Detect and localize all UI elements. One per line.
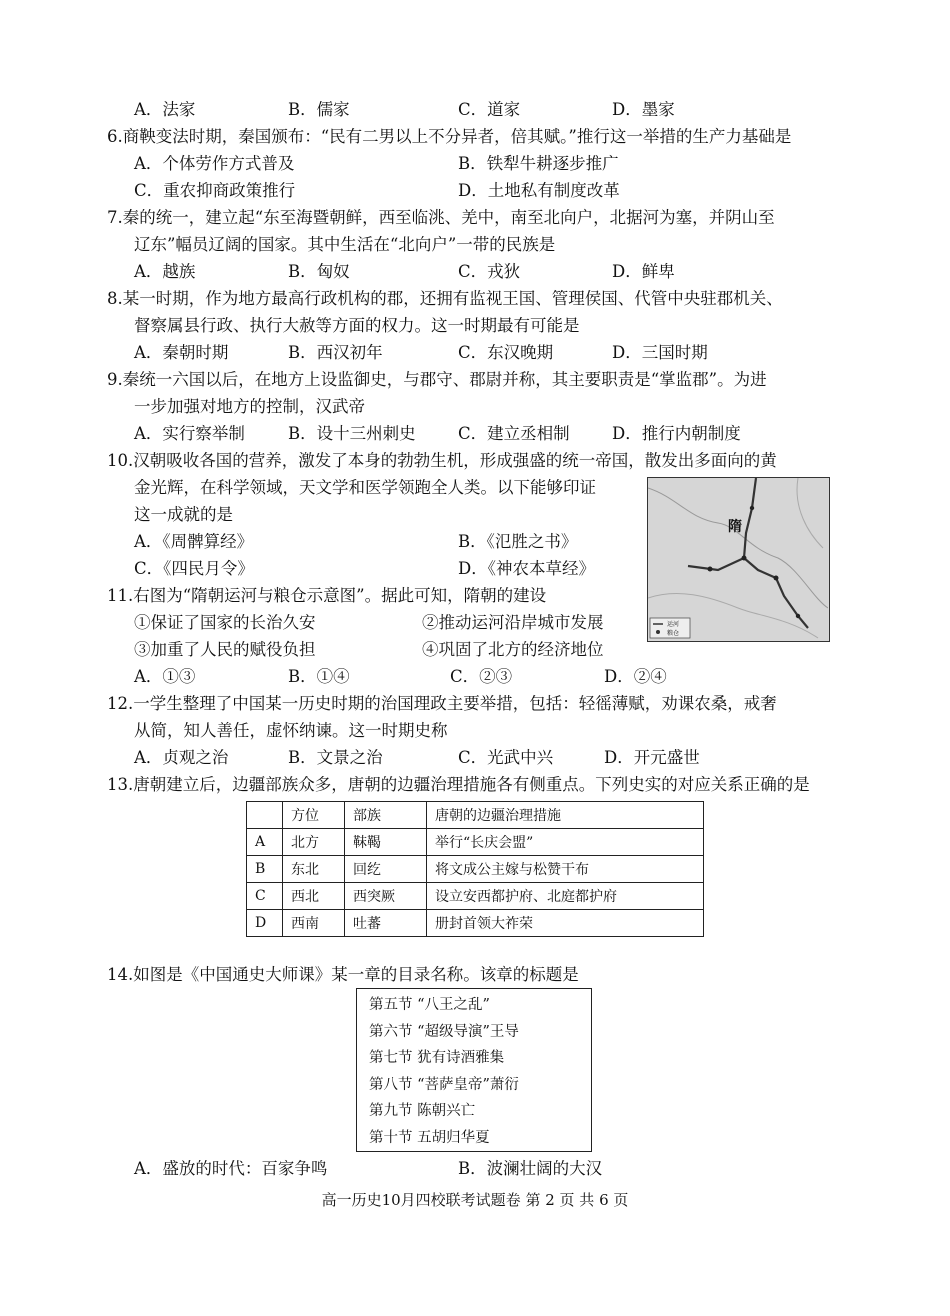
- q5-option-b: B．儒家: [288, 100, 350, 119]
- table-cell: 西突厥: [345, 883, 427, 910]
- table-row: [247, 856, 704, 883]
- q10-stem-line3: 这一成就的是: [134, 505, 233, 524]
- q12-option-c: C．光武中兴: [458, 748, 554, 767]
- map-legend-granary: 粮仓: [667, 630, 680, 637]
- table-cell: D: [247, 910, 283, 937]
- q6-stem: 6.商鞅变法时期，秦国颁布：“民有二男以上不分异者，倍其赋。”推行这一举措的生产力基础是: [107, 127, 792, 146]
- q8-stem-line2: 督察属县行政、执行大赦等方面的权力。这一时期最有可能是: [134, 316, 580, 335]
- q14-stem: 14.如图是《中国通史大师课》某一章的目录名称。该章的标题是: [107, 965, 579, 984]
- table-header-cell: [247, 802, 283, 829]
- q14-toc-box: [356, 988, 592, 1152]
- toc-item: 第八节 “菩萨皇帝”萧衍: [369, 1076, 519, 1093]
- table-cell: B: [247, 856, 283, 883]
- toc-item: 第九节 陈朝兴亡: [369, 1103, 476, 1120]
- q13-stem: 13.唐朝建立后，边疆部族众多，唐朝的边疆治理措施各有侧重点。下列史实的对应关系正确的是: [107, 775, 810, 794]
- table-header-cell: 唐朝的边疆治理措施: [427, 802, 704, 829]
- q7-stem-line1: 7.秦的统一，建立起“东至海暨朝鲜，西至临洮、羌中，南至北向户，北据河为塞，并阴山至: [107, 208, 775, 227]
- table-cell: 北方: [283, 829, 345, 856]
- q11-option-b: B．①④: [288, 667, 350, 686]
- table-row: [247, 883, 704, 910]
- q7-stem-line2: 辽东”幅员辽阔的国家。其中生活在“北向户”一带的民族是: [134, 235, 556, 254]
- sui-canal-map: [647, 477, 830, 642]
- q10-stem-line2: 金光辉，在科学领域，天文学和医学领跑全人类。以下能够印证: [134, 478, 596, 497]
- q11-statement-4: ④巩固了北方的经济地位: [422, 640, 604, 659]
- q9-option-a: A．实行察举制: [134, 424, 245, 443]
- table-cell: 回纥: [345, 856, 427, 883]
- q8-stem-line1: 8.某一时期，作为地方最高行政机构的郡，还拥有监视王国、管理侯国、代管中央驻郡机关、: [107, 289, 783, 308]
- q9-option-c: C．建立丞相制: [458, 424, 570, 443]
- map-illustration: [648, 478, 828, 640]
- table-header-cell: 部族: [345, 802, 427, 829]
- q9-stem-line1: 9.秦统一六国以后，在地方上设监御史，与郡守、郡尉并称，其主要职责是“掌监郡”。为进: [107, 370, 767, 389]
- q8-option-c: C．东汉晚期: [458, 343, 554, 362]
- q14-option-b: B．波澜壮阔的大汉: [458, 1159, 603, 1178]
- q12-stem-line2: 从简，知人善任，虚怀纳谏。这一时期史称: [134, 721, 448, 740]
- map-country-label: 隋: [728, 519, 742, 535]
- q5-option-d: D．墨家: [612, 100, 675, 119]
- q13-table: [246, 801, 704, 937]
- q6-option-c: C．重农抑商政策推行: [134, 181, 296, 200]
- q11-statement-2: ②推动运河沿岸城市发展: [422, 613, 604, 632]
- table-cell: 靺鞨: [345, 829, 427, 856]
- q7-option-b: B．匈奴: [288, 262, 350, 281]
- toc-item: 第七节 犹有诗酒雅集: [369, 1050, 505, 1067]
- q11-option-c: C．②③: [450, 667, 513, 686]
- q10-option-b: B．《氾胜之书》: [458, 532, 578, 551]
- q10-option-d: D．《神农本草经》: [458, 559, 595, 578]
- q11-statement-1: ①保证了国家的长治久安: [134, 613, 316, 632]
- q10-option-c: C．《四民月令》: [134, 559, 254, 578]
- q11-option-d: D．②④: [604, 667, 667, 686]
- table-cell: 西北: [283, 883, 345, 910]
- q8-option-a: A．秦朝时期: [134, 343, 229, 362]
- map-legend-canal: 运河: [667, 621, 680, 628]
- q9-stem-line2: 一步加强对地方的控制，汉武帝: [134, 397, 365, 416]
- q14-option-a: A．盛放的时代：百家争鸣: [134, 1159, 328, 1178]
- q10-option-a: A．《周髀算经》: [134, 532, 254, 551]
- q11-statement-3: ③加重了人民的赋役负担: [134, 640, 316, 659]
- table-header-cell: 方位: [283, 802, 345, 829]
- table-cell: 册封首领大祚荣: [427, 910, 704, 937]
- q10-stem-line1: 10.汉朝吸收各国的营养，激发了本身的勃勃生机，形成强盛的统一帝国，散发出多面向的黄: [107, 451, 777, 470]
- toc-item: 第六节 “超级导演”王导: [369, 1023, 519, 1040]
- q12-stem-line1: 12.一学生整理了中国某一历史时期的治国理政主要举措，包括：轻徭薄赋，劝课农桑，戒奢: [107, 694, 777, 713]
- q11-stem: 11.右图为“隋朝运河与粮仓示意图”。据此可知，隋朝的建设: [107, 586, 547, 605]
- table-cell: 东北: [283, 856, 345, 883]
- q5-option-a: A．法家: [134, 100, 196, 119]
- table-cell: 举行“长庆会盟”: [427, 829, 704, 856]
- table-cell: 设立安西都护府、北庭都护府: [427, 883, 704, 910]
- q7-option-c: C．戎狄: [458, 262, 521, 281]
- q7-option-a: A．越族: [134, 262, 196, 281]
- toc-item: 第十节 五胡归华夏: [369, 1129, 490, 1146]
- table-cell: 将文成公主嫁与松赞干布: [427, 856, 704, 883]
- table-cell: 吐蕃: [345, 910, 427, 937]
- q6-option-a: A．个体劳作方式普及: [134, 154, 295, 173]
- table-row: [247, 910, 704, 937]
- q8-option-b: B．西汉初年: [288, 343, 383, 362]
- table-row: [247, 829, 704, 856]
- q9-option-d: D．推行内朝制度: [612, 424, 741, 443]
- table-cell: C: [247, 883, 283, 910]
- q6-option-b: B．铁犁牛耕逐步推广: [458, 154, 619, 173]
- q8-option-d: D．三国时期: [612, 343, 708, 362]
- table-header-row: [247, 802, 704, 829]
- q6-option-d: D．土地私有制度改革: [458, 181, 620, 200]
- q12-option-b: B．文景之治: [288, 748, 383, 767]
- q12-option-a: A．贞观之治: [134, 748, 229, 767]
- q5-option-c: C．道家: [458, 100, 521, 119]
- toc-item: 第五节 “八王之乱”: [369, 997, 490, 1013]
- table-cell: A: [247, 829, 283, 856]
- q7-option-d: D．鲜卑: [612, 262, 675, 281]
- q11-option-a: A．①③: [134, 667, 196, 686]
- q9-option-b: B．设十三州刺史: [288, 424, 416, 443]
- page-footer: 高一历史10月四校联考试题卷 第 2 页 共 6 页: [321, 1191, 629, 1209]
- table-cell: 西南: [283, 910, 345, 937]
- q12-option-d: D．开元盛世: [604, 748, 700, 767]
